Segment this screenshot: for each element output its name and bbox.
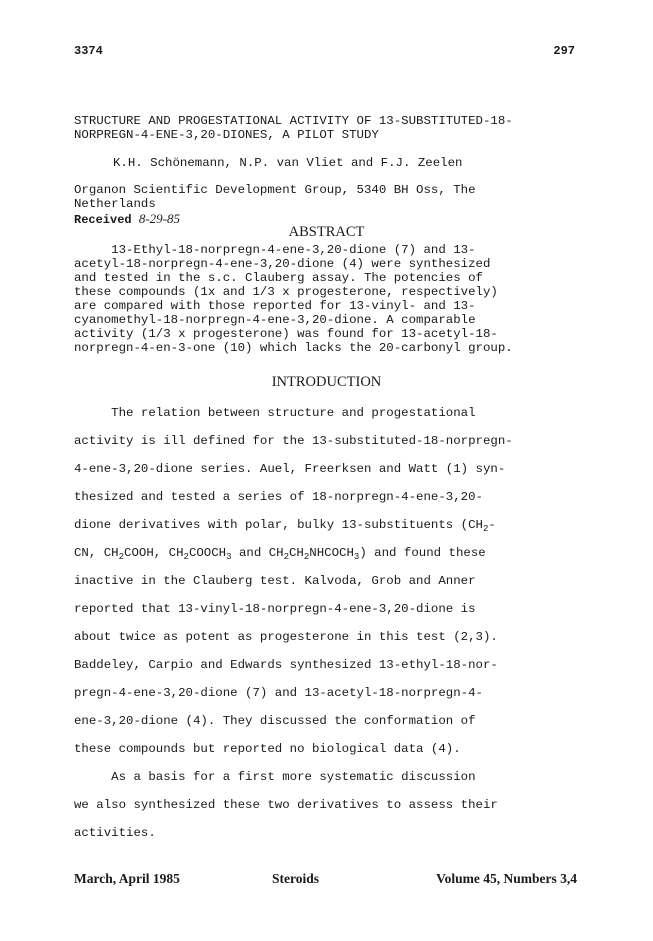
abstract-line: these compounds (1x and 1/3 x progesterone, respectively) — [74, 285, 498, 299]
abstract-heading: ABSTRACT — [288, 224, 365, 240]
abstract-line: and tested in the s.c. Clauberg assay. The potencies of — [74, 271, 483, 285]
intro-line: The relation between structure and progestational — [74, 406, 476, 420]
intro-line: activities. — [74, 826, 156, 840]
paper-title-line-2: NORPREGN-4-ENE-3,20-DIONES, A PILOT STUDY — [74, 128, 379, 142]
abstract-line: norpregn-4-en-3-one (10) which lacks the 20-carbonyl group. — [74, 341, 513, 355]
abstract-line: acetyl-18-norpregn-4-ene-3,20-dione (4) were synthesized — [74, 257, 491, 271]
intro-line: we also synthesized these two derivatives to assess their — [74, 798, 498, 812]
intro-line: activity is ill defined for the 13-substituted-18-norpregn- — [74, 434, 513, 448]
received-handwritten-date: 8-29-85 — [138, 211, 180, 226]
introduction-heading: INTRODUCTION — [271, 374, 382, 390]
footer-date: March, April 1985 — [74, 871, 180, 886]
abstract-line: cyanomethyl-18-norpregn-4-ene-3,20-dione. A comparable — [74, 313, 476, 327]
abstract-line: activity (1/3 x progesterone) was found for 13-acetyl-18- — [74, 327, 498, 341]
intro-line: Baddeley, Carpio and Edwards synthesized 13-ethyl-18-nor- — [74, 658, 498, 672]
intro-line: CN, $CH_2COOH$, $CH_2COOCH_3$ and $CH_2CH_2NHCOCH_3$) and found these — [74, 546, 486, 562]
page-code-left: 3374 — [74, 44, 103, 58]
intro-line: ene-3,20-dione (4). They discussed the conformation of — [74, 714, 476, 728]
paper-title-line-1: STRUCTURE AND PROGESTATIONAL ACTIVITY OF 13-SUBSTITUTED-18- — [74, 114, 513, 128]
authors: K.H. Schönemann, N.P. van Vliet and F.J. Zeelen — [113, 156, 463, 170]
page-number: 297 — [553, 44, 575, 58]
footer-journal: Steroids — [272, 871, 320, 886]
affiliation-line-2: Netherlands — [74, 197, 156, 211]
intro-line: thesized and tested a series of 18-norpregn-4-ene-3,20- — [74, 490, 483, 504]
intro-line: reported that 13-vinyl-18-norpregn-4-ene-3,20-dione is — [74, 602, 476, 616]
abstract-line: are compared with those reported for 13-vinyl- and 13- — [74, 299, 476, 313]
intro-line: dione derivatives with polar, bulky 13-substituents ($CH_2-$ — [74, 518, 496, 534]
intro-line: inactive in the Clauberg test. Kalvoda, Grob and Anner — [74, 574, 476, 588]
intro-line: pregn-4-ene-3,20-dione (7) and 13-acetyl-18-norpregn-4- — [74, 686, 483, 700]
received-label: Received — [74, 213, 132, 227]
intro-line: about twice as potent as progesterone in this test (2,3). — [74, 630, 498, 644]
intro-line: As a basis for a first more systematic discussion — [74, 770, 476, 784]
intro-line: 4-ene-3,20-dione series. Auel, Freerksen and Watt (1) syn- — [74, 462, 506, 476]
affiliation-line-1: Organon Scientific Development Group, 5340 BH Oss, The — [74, 183, 476, 197]
footer-volume: Volume 45, Numbers 3,4 — [436, 871, 577, 886]
abstract-line: 13-Ethyl-18-norpregn-4-ene-3,20-dione (7) and 13- — [74, 243, 476, 257]
intro-line: these compounds but reported no biological data (4). — [74, 742, 461, 756]
